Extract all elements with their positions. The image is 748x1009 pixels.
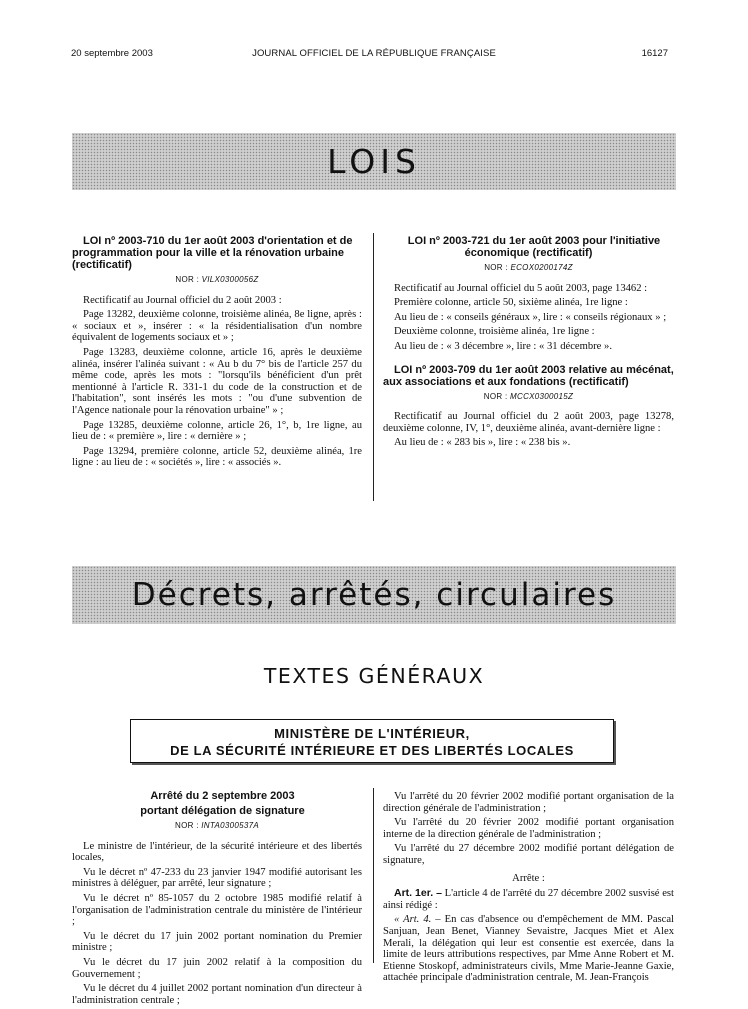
paragraph: Rectificatif au Journal officiel du 2 août 2003 : — [83, 294, 282, 306]
paragraph: Page 13294, première colonne, article 52, deuxième alinéa, 1re ligne : au lieu de : « sociétés », lire : « associés ». — [72, 445, 362, 469]
paragraph: Rectificatif au Journal officiel du 2 août 2003, page 13278, deuxième colonne, IV, 1°, deuxième alinéa, avant-dernière ligne : — [383, 411, 674, 434]
nor-code: MCCX0300015Z — [510, 391, 574, 401]
nor-line: NOR : ECOX0200174Z — [484, 263, 573, 272]
ministry-line-2: DE LA SÉCURITÉ INTÉRIEURE ET DES LIBERTÉS LOCALES — [170, 743, 574, 758]
lois-banner — [72, 133, 676, 190]
page-number: 16127 — [641, 48, 668, 59]
loi-721-title: LOI nº 2003-721 du 1er août 2003 pour l'initiative économique (rectificatif) — [407, 235, 661, 259]
paragraph: Au lieu de : « conseils généraux », lire : « conseils régionaux » ; — [394, 311, 667, 323]
paragraph: Au lieu de : « 283 bis », lire : « 238 bis ». — [394, 437, 571, 449]
nor-line: NOR : MCCX0300015Z — [483, 391, 574, 401]
article-4: « Art. 4. – En cas d'absence ou d'empêchement de MM. Pascal Sanjuan, Jean Benet, Vianney Sevaistre, Jacques Miet et Alex Merali, la délégation qui leur est consentie est exercée, dans la limite de leurs attributions respectives, par Mme Anne Robert et M. Etienne Stoskopf, administrateurs civils, Mme Marie-Jeanne Gaxie, attachée principale d'administration centrale, M. Jean-François — [383, 914, 674, 984]
loi-710-article — [72, 235, 362, 472]
paragraph: Au lieu de : « 3 décembre », lire : « 31 décembre ». — [394, 340, 612, 352]
paragraph: Vu le décret du 17 juin 2002 relatif à la composition du Gouvernement ; — [72, 956, 362, 980]
loi-710-title: LOI nº 2003-710 du 1er août 2003 d'orientation et de programmation pour la ville et la rénovation urbaine (rectificatif) — [72, 235, 353, 271]
lois-heading: LOIS — [327, 142, 421, 181]
decrets-heading: Décrets, arrêtés, circulaires — [131, 577, 617, 613]
arrete-column-2 — [383, 791, 674, 987]
paragraph: Page 13282, deuxième colonne, troisième alinéa, 8e ligne, après : « sociaux et », insérer : « la résidentialisation d'un nombre équivalent de logements sociaux et » ; — [72, 309, 362, 344]
paragraph: Vu le décret nº 47-233 du 23 janvier 1947 modifié autorisant les ministres à déléguer, par arrêté, leur signature ; — [72, 866, 362, 890]
paragraph: Vu le décret nº 85-1057 du 2 octobre 1985 modifié relatif à l'organisation de l'administration centrale du ministère de l'intérieur ; — [72, 892, 362, 928]
paragraph: Le ministre de l'intérieur, de la sécurité intérieure et des libertés locales, — [72, 840, 362, 864]
nor-line: NOR : VILX0300056Z — [175, 275, 259, 284]
arrete-title-1: Arrêté du 2 septembre 2003 — [150, 790, 295, 802]
ministry-line-1: MINISTÈRE DE L'INTÉRIEUR, — [274, 726, 470, 741]
journal-title: JOURNAL OFFICIEL DE LA RÉPUBLIQUE FRANÇAISE — [252, 48, 496, 59]
loi-709-title: LOI nº 2003-709 du 1er août 2003 relative au mécénat, aux associations et aux fondations (rectificatif) — [383, 363, 674, 388]
nor-code: INTA0300537A — [201, 821, 259, 830]
paragraph: Page 13285, deuxième colonne, article 26, 1°, b, 1re ligne, au lieu de : « première », lire : « dernière » ; — [72, 419, 362, 443]
nor-code: ECOX0200174Z — [510, 263, 573, 272]
column-divider — [373, 233, 374, 501]
paragraph: Deuxième colonne, troisième alinéa, 1re ligne : — [394, 326, 595, 338]
nor-code: VILX0300056Z — [201, 275, 259, 284]
section-title: TEXTES GÉNÉRAUX — [263, 664, 485, 688]
paragraph: Vu l'arrêté du 27 décembre 2002 modifié portant délégation de signature, — [383, 843, 674, 866]
arrete-title-2: portant délégation de signature — [140, 805, 305, 817]
ministry-box — [130, 719, 614, 763]
loi-721-article — [383, 235, 674, 452]
paragraph: Page 13283, deuxième colonne, article 16, après le deuxième alinéa, insérer l'alinéa suivant : « Au b du 7° bis de l'article 257 du même code, après les mots : "lorsqu'ils bénéficient d'un prêt mentionné à l'article R. 331-1 du code de la construction et de l'habitation", sont insérés les mots : "ou d'une subvention de l'Agence nationale pour la rénovation urbaine" » ; — [72, 346, 362, 416]
article-1: Art. 1er. – L'article 4 de l'arrêté du 27 décembre 2002 susvisé est ainsi rédigé : — [383, 887, 674, 911]
arrete-word: Arrête : — [512, 872, 545, 884]
running-header — [0, 48, 748, 64]
column-divider — [373, 788, 374, 963]
paragraph: Vu le décret du 4 juillet 2002 portant nomination d'un directeur à l'administration centrale ; — [72, 983, 362, 1006]
paragraph: Vu l'arrêté du 20 février 2002 modifié portant organisation interne de la direction générale de l'administration ; — [383, 817, 674, 840]
arrete-column-1 — [72, 790, 362, 1009]
nor-line: NOR : INTA0300537A — [175, 821, 259, 830]
issue-date: 20 septembre 2003 — [71, 48, 153, 59]
paragraph: Vu l'arrêté du 20 février 2002 modifié portant organisation de la direction générale de l'administration ; — [383, 791, 674, 814]
paragraph: Première colonne, article 50, sixième alinéa, 1re ligne : — [394, 297, 628, 309]
decrets-banner — [72, 566, 676, 624]
paragraph: Rectificatif au Journal officiel du 5 août 2003, page 13462 : — [394, 282, 648, 294]
paragraph: Vu le décret du 17 juin 2002 portant nomination du Premier ministre ; — [72, 930, 362, 954]
